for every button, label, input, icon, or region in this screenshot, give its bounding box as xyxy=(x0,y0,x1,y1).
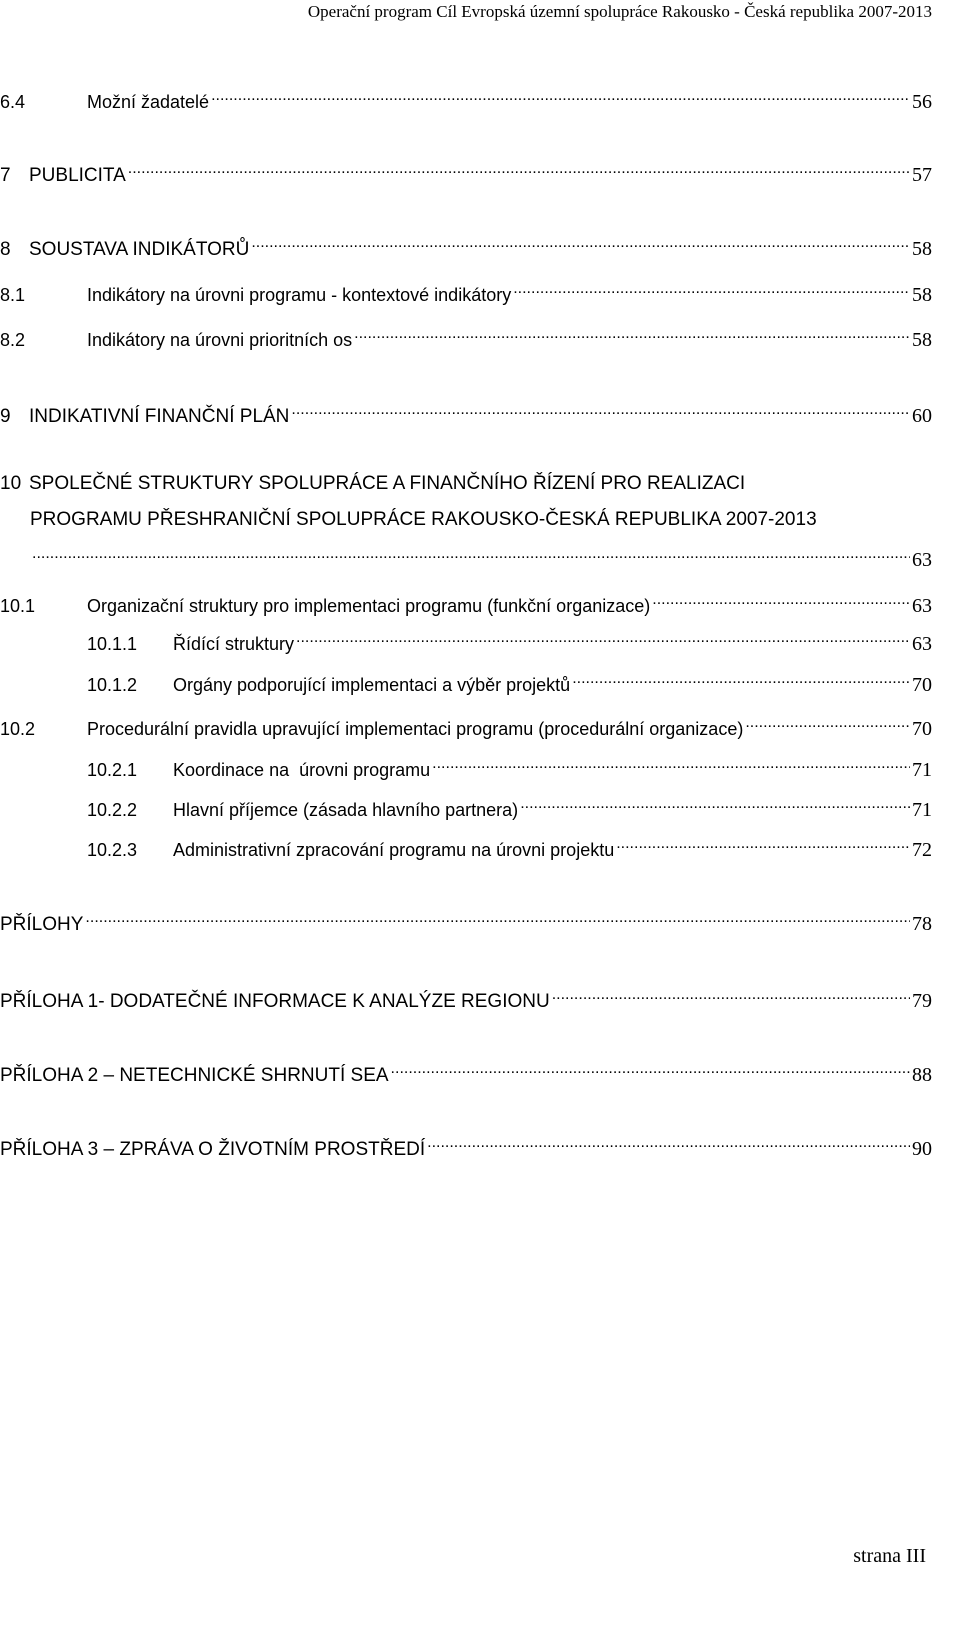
toc-leader-dots xyxy=(513,277,910,301)
toc-entry-title: SOUSTAVA INDIKÁTORŮ xyxy=(29,239,250,260)
toc-page-number: 79 xyxy=(912,990,932,1012)
toc-entry-10-1-1[interactable] xyxy=(87,626,932,656)
toc-page-number: 56 xyxy=(912,91,932,113)
toc-leader-dots xyxy=(85,906,910,930)
toc-entry-10-2[interactable] xyxy=(0,711,932,741)
toc-entry-title: Možní žadatelé xyxy=(87,92,210,112)
toc-entry-number: 10.2.2 xyxy=(87,800,138,820)
toc-leader-dots xyxy=(296,626,910,650)
toc-page-number: 63 xyxy=(912,595,932,617)
running-header: Operační program Cíl Evropská územní spolupráce Rakousko - Česká republika 2007-2013 xyxy=(307,2,932,21)
toc-entry-10-1[interactable] xyxy=(0,588,932,618)
toc-page-number: 72 xyxy=(912,839,932,861)
toc-entry-priloha-3[interactable] xyxy=(0,1131,932,1162)
toc-page-number: 58 xyxy=(912,329,932,351)
toc-entry-title: PŘÍLOHY xyxy=(0,914,84,935)
toc-entry-10-2-1[interactable] xyxy=(87,752,932,782)
toc-page-number: 58 xyxy=(912,284,932,306)
toc-entry-number: 9 xyxy=(0,406,11,427)
toc-page-number: 57 xyxy=(912,164,932,186)
toc-leader-dots xyxy=(291,398,910,422)
toc-entry-number: 7 xyxy=(0,165,11,186)
toc-entry-title: Organizační struktury pro implementaci programu (funkční organizace) xyxy=(87,596,651,616)
toc-page-number: 70 xyxy=(912,674,932,696)
toc-entry-10-1-2[interactable] xyxy=(87,667,932,697)
toc-page-number: 63 xyxy=(912,633,932,655)
toc-entry-9[interactable] xyxy=(0,398,932,429)
toc-leader-dots xyxy=(616,832,910,856)
toc-entry-8-2[interactable] xyxy=(0,322,932,352)
toc-entry-title: Orgány podporující implementaci a výběr projektů xyxy=(173,675,571,695)
toc-page-number: 60 xyxy=(912,405,932,427)
toc-entry-number: 6.4 xyxy=(0,92,26,112)
toc-leader-dots xyxy=(745,711,910,735)
toc-leader-dots xyxy=(552,983,910,1007)
toc-leader-dots xyxy=(427,1131,910,1155)
toc-leader-dots xyxy=(520,792,910,816)
toc-entry-number: 8.1 xyxy=(0,285,26,305)
toc-entry-number: 10.1 xyxy=(0,596,36,616)
toc-leader-dots xyxy=(432,752,910,776)
toc-entry-number: 10.1.2 xyxy=(87,675,138,695)
toc-entry-title: PUBLICITA xyxy=(29,165,126,186)
toc-entry-title-line1: SPOLEČNÉ STRUKTURY SPOLUPRÁCE A FINANČNÍHO ŘÍZENÍ PRO REALIZACI xyxy=(29,473,746,494)
toc-leader-dots xyxy=(128,157,910,181)
toc-page-number: 78 xyxy=(912,913,932,935)
toc-entry-number: 10.2.1 xyxy=(87,760,138,780)
toc-leader-dots xyxy=(572,667,910,691)
toc-entry-title: Koordinace na úrovni programu xyxy=(173,760,431,780)
toc-entry-number: 8 xyxy=(0,239,11,260)
toc-page-number: 90 xyxy=(912,1138,932,1160)
toc-entry-10-title-line2: PROGRAMU PŘESHRANIČNÍ SPOLUPRÁCE RAKOUSKO-ČESKÁ REPUBLIKA 2007-2013 xyxy=(30,509,817,530)
toc-entry-title: PŘÍLOHA 3 – ZPRÁVA O ŽIVOTNÍM PROSTŘEDÍ xyxy=(0,1139,426,1160)
toc-entry-title: Administrativní zpracování programu na úrovni projektu xyxy=(173,840,615,860)
toc-entry-number: 10.2 xyxy=(0,719,36,739)
toc-entry-8-1[interactable] xyxy=(0,277,932,307)
toc-entry-title: Indikátory na úrovni programu - kontextové indikátory xyxy=(87,285,512,305)
toc-leader-dots xyxy=(211,84,910,108)
toc-entry-8[interactable] xyxy=(0,231,932,262)
toc-entry-10-leader[interactable] xyxy=(30,542,932,572)
toc-entry-title: Řídící struktury xyxy=(173,634,295,654)
toc-leader-dots xyxy=(652,588,910,612)
toc-page-number: 58 xyxy=(912,238,932,260)
toc-entry-number: 10.1.1 xyxy=(87,634,138,654)
toc-entry-10-2-3[interactable] xyxy=(87,832,932,862)
toc-page-number: 71 xyxy=(912,799,932,821)
toc-page-number: 63 xyxy=(912,549,932,571)
toc-leader-dots xyxy=(391,1057,910,1081)
toc-page-number: 70 xyxy=(912,718,932,740)
toc-entry-6-4[interactable] xyxy=(0,84,932,114)
toc-entry-prilohy[interactable] xyxy=(0,906,932,937)
toc-entry-title: INDIKATIVNÍ FINANČNÍ PLÁN xyxy=(29,406,290,427)
page-footer: strana III xyxy=(853,1545,926,1567)
toc-entry-number: 8.2 xyxy=(0,330,26,350)
toc-entry-number: 10.2.3 xyxy=(87,840,138,860)
toc-entry-7[interactable] xyxy=(0,157,932,188)
toc-page-number: 88 xyxy=(912,1064,932,1086)
toc-entry-title: Indikátory na úrovni prioritních os xyxy=(87,330,353,350)
toc-entry-10[interactable] xyxy=(0,472,932,496)
toc-entry-title: Procedurální pravidla upravující implementaci programu (procedurální organizace) xyxy=(87,719,744,739)
toc-leader-dots xyxy=(354,322,910,346)
toc-page-number: 71 xyxy=(912,759,932,781)
toc-leader-dots xyxy=(32,542,910,566)
toc-entry-priloha-2[interactable] xyxy=(0,1057,932,1088)
toc-leader-dots xyxy=(251,231,910,255)
toc-entry-title: Hlavní příjemce (zásada hlavního partnera) xyxy=(173,800,519,820)
toc-entry-10-2-2[interactable] xyxy=(87,792,932,822)
toc-entry-title: PŘÍLOHA 2 – NETECHNICKÉ SHRNUTÍ SEA xyxy=(0,1065,389,1086)
toc-entry-title: PŘÍLOHA 1- DODATEČNÉ INFORMACE K ANALÝZE REGIONU xyxy=(0,991,550,1012)
toc-entry-number: 10 xyxy=(0,473,22,494)
toc-entry-priloha-1[interactable] xyxy=(0,983,932,1014)
